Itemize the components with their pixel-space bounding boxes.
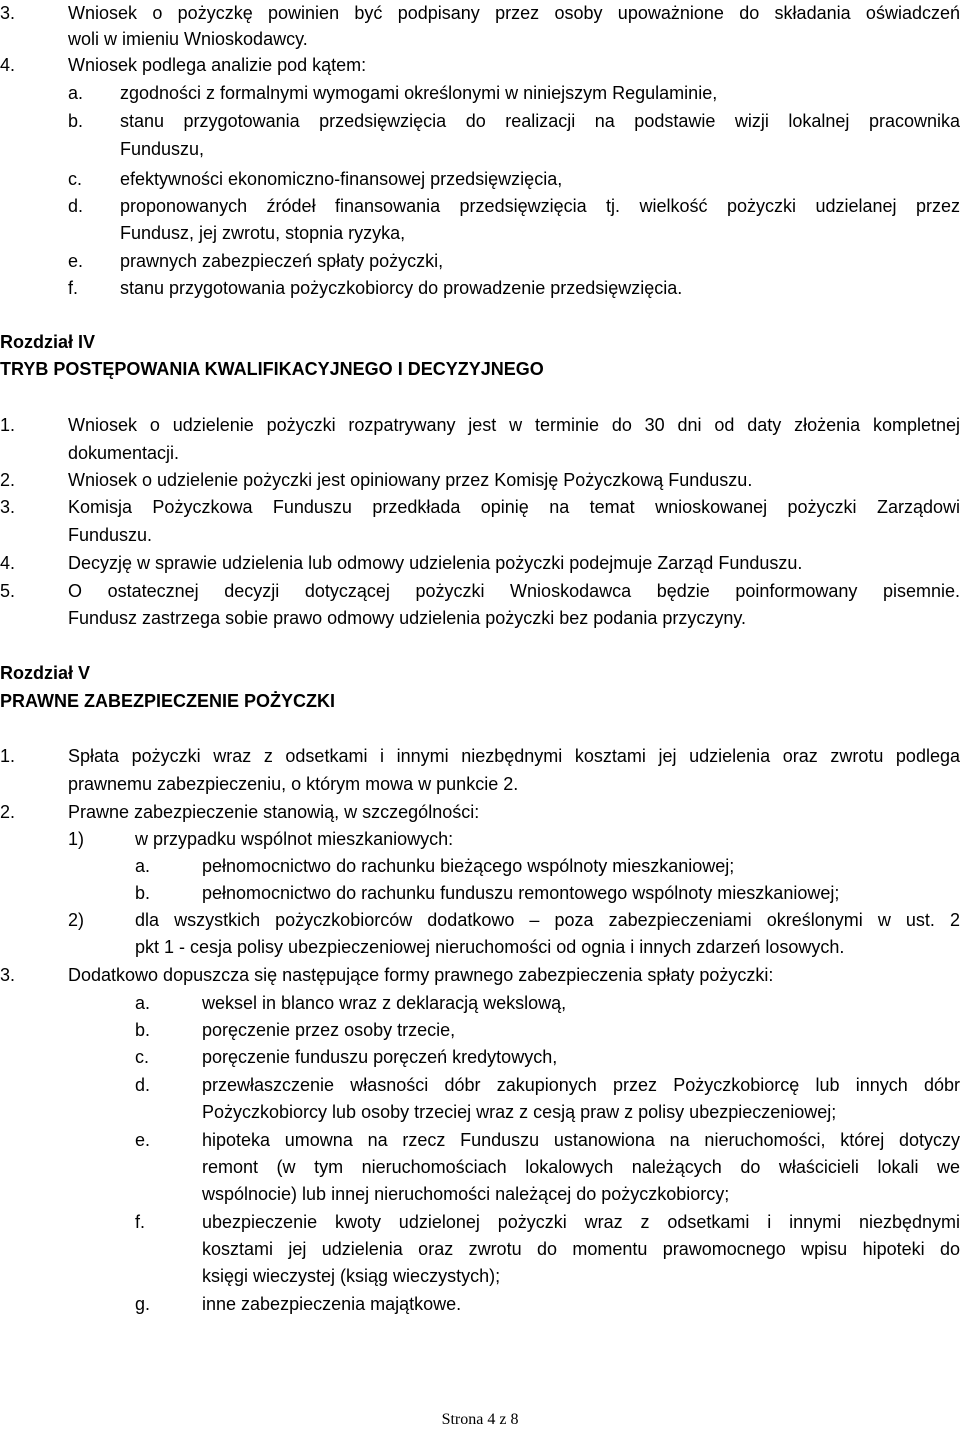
list-item: zgodności z formalnymi wymogami określonymi w niniejszym Regulaminie, bbox=[120, 83, 718, 103]
list-item: księgi wieczystej (ksiąg wieczystych); bbox=[202, 1266, 501, 1286]
list-item: weksel in blanco wraz z deklaracją wekslową, bbox=[202, 993, 567, 1013]
list-letter: b. bbox=[135, 1020, 151, 1040]
list-number: 5. bbox=[0, 581, 16, 601]
chapter-title: PRAWNE ZABEZPIECZENIE POŻYCZKI bbox=[0, 691, 336, 711]
list-item: Funduszu, bbox=[120, 139, 205, 159]
list-item: poręczenie funduszu poręczeń kredytowych, bbox=[202, 1047, 558, 1067]
list-number: 3. bbox=[0, 3, 16, 23]
paragraph-line: Funduszu. bbox=[68, 525, 153, 545]
paragraph-line: prawnemu zabezpieczeniu, o którym mowa w punkcie 2. bbox=[68, 774, 519, 794]
sublist-item: dla wszystkich pożyczkobiorców dodatkowo – poza zabezpieczeniami określonymi w ust. 2 bbox=[135, 910, 960, 930]
list-letter: f. bbox=[68, 278, 79, 298]
list-letter: a. bbox=[135, 993, 151, 1013]
list-item: Fundusz, jej zwrotu, stopnia ryzyka, bbox=[120, 223, 406, 243]
page-number-footer: Strona 4 z 8 bbox=[441, 1411, 519, 1428]
list-letter: d. bbox=[135, 1075, 151, 1095]
paragraph-line: Dodatkowo dopuszcza się następujące formy prawnego zabezpieczenia spłaty pożyczki: bbox=[68, 965, 774, 985]
paragraph-line: Wniosek o pożyczkę powinien być podpisany przez osoby upoważnione do składania oświadczeń bbox=[68, 3, 960, 23]
list-item: pełnomocnictwo do rachunku bieżącego wspólnoty mieszkaniowej; bbox=[202, 856, 735, 876]
paragraph-line: Wniosek o udzielenie pożyczki rozpatrywany jest w terminie do 30 dni od daty złożenia kompletnej bbox=[68, 415, 960, 435]
list-item: stanu przygotowania przedsięwzięcia do realizacji na podstawie wizji lokalnej pracownika bbox=[120, 111, 960, 131]
list-item: hipoteka umowna na rzecz Funduszu ustanowiona na nieruchomości, której dotyczy bbox=[202, 1130, 960, 1150]
paragraph-line: Decyzję w sprawie udzielenia lub odmowy udzielenia pożyczki podejmuje Zarząd Funduszu. bbox=[68, 553, 803, 573]
list-item: pełnomocnictwo do rachunku funduszu remontowego wspólnoty mieszkaniowej; bbox=[202, 883, 840, 903]
list-letter: a. bbox=[135, 856, 151, 876]
list-letter: c. bbox=[68, 169, 83, 189]
paragraph-line: Wniosek podlega analizie pod kątem: bbox=[68, 55, 367, 75]
list-letter: a. bbox=[68, 83, 84, 103]
paragraph-line: Prawne zabezpieczenie stanowią, w szczególności: bbox=[68, 802, 480, 822]
list-number: 1. bbox=[0, 415, 16, 435]
list-item: stanu przygotowania pożyczkobiorcy do prowadzenie przedsięwzięcia. bbox=[120, 278, 683, 298]
paragraph-line: Wniosek o udzielenie pożyczki jest opiniowany przez Komisję Pożyczkową Funduszu. bbox=[68, 470, 753, 490]
paragraph-line: dokumentacji. bbox=[68, 443, 180, 463]
list-item: efektywności ekonomiczno-finansowej przedsięwzięcia, bbox=[120, 169, 563, 189]
sublist-number: 1) bbox=[68, 829, 85, 849]
list-item: kosztami jej udzielenia oraz zwrotu do momentu prawomocnego wpisu hipoteki do bbox=[202, 1239, 960, 1259]
chapter-label: Rozdział IV bbox=[0, 332, 96, 352]
list-number: 1. bbox=[0, 746, 16, 766]
list-item: wspólnocie) lub innej nieruchomości należącej do pożyczkobiorcy; bbox=[202, 1184, 730, 1204]
paragraph-line: woli w imieniu Wnioskodawcy. bbox=[68, 29, 308, 49]
paragraph-line: Fundusz zastrzega sobie prawo odmowy udzielenia pożyczki bez podania przyczyny. bbox=[68, 608, 747, 628]
list-letter: c. bbox=[135, 1047, 150, 1067]
list-item: prawnych zabezpieczeń spłaty pożyczki, bbox=[120, 251, 444, 271]
list-item: remont (w tym nieruchomościach lokalowych należących do właścicieli lokali we bbox=[202, 1157, 960, 1177]
chapter-title: TRYB POSTĘPOWANIA KWALIFIKACYJNEGO I DECYZYJNEGO bbox=[0, 359, 544, 379]
list-letter: b. bbox=[135, 883, 151, 903]
list-number: 4. bbox=[0, 553, 16, 573]
paragraph-line: Spłata pożyczki wraz z odsetkami i innymi niezbędnymi kosztami jej udzielenia oraz zwrotu podlega bbox=[68, 746, 960, 766]
sublist-item: pkt 1 - cesja polisy ubezpieczeniowej nieruchomości od ognia i innych zdarzeń losowych. bbox=[135, 937, 845, 957]
list-letter: f. bbox=[135, 1212, 146, 1232]
list-number: 3. bbox=[0, 965, 16, 985]
list-letter: e. bbox=[135, 1130, 151, 1150]
list-number: 4. bbox=[0, 55, 16, 75]
list-item: ubezpieczenie kwoty udzielonej pożyczki wraz z odsetkami i innymi niezbędnymi bbox=[202, 1212, 960, 1232]
paragraph-line: O ostatecznej decyzji dotyczącej pożyczki Wnioskodawca będzie poinformowany pisemnie. bbox=[68, 581, 960, 601]
list-number: 2. bbox=[0, 802, 16, 822]
list-number: 2. bbox=[0, 470, 16, 490]
list-letter: e. bbox=[68, 251, 84, 271]
list-item: Pożyczkobiorcy lub osoby trzeciej wraz z cesją praw z polisy ubezpieczeniowej; bbox=[202, 1102, 837, 1122]
list-letter: g. bbox=[135, 1294, 151, 1314]
list-letter: b. bbox=[68, 111, 84, 131]
list-item: poręczenie przez osoby trzecie, bbox=[202, 1020, 456, 1040]
sublist-number: 2) bbox=[68, 910, 85, 930]
list-item: proponowanych źródeł finansowania przedsięwzięcia tj. wielkość pożyczki udzielanej przez bbox=[120, 196, 960, 216]
list-item: inne zabezpieczenia majątkowe. bbox=[202, 1294, 462, 1314]
chapter-label: Rozdział V bbox=[0, 663, 91, 683]
list-letter: d. bbox=[68, 196, 84, 216]
list-number: 3. bbox=[0, 497, 16, 517]
sublist-item: w przypadku wspólnot mieszkaniowych: bbox=[135, 829, 454, 849]
paragraph-line: Komisja Pożyczkowa Funduszu przedkłada opinię na temat wnioskowanej pożyczki Zarządowi bbox=[68, 497, 960, 517]
list-item: przewłaszczenie własności dóbr zakupionych przez Pożyczkobiorcę lub innych dóbr bbox=[202, 1075, 960, 1095]
